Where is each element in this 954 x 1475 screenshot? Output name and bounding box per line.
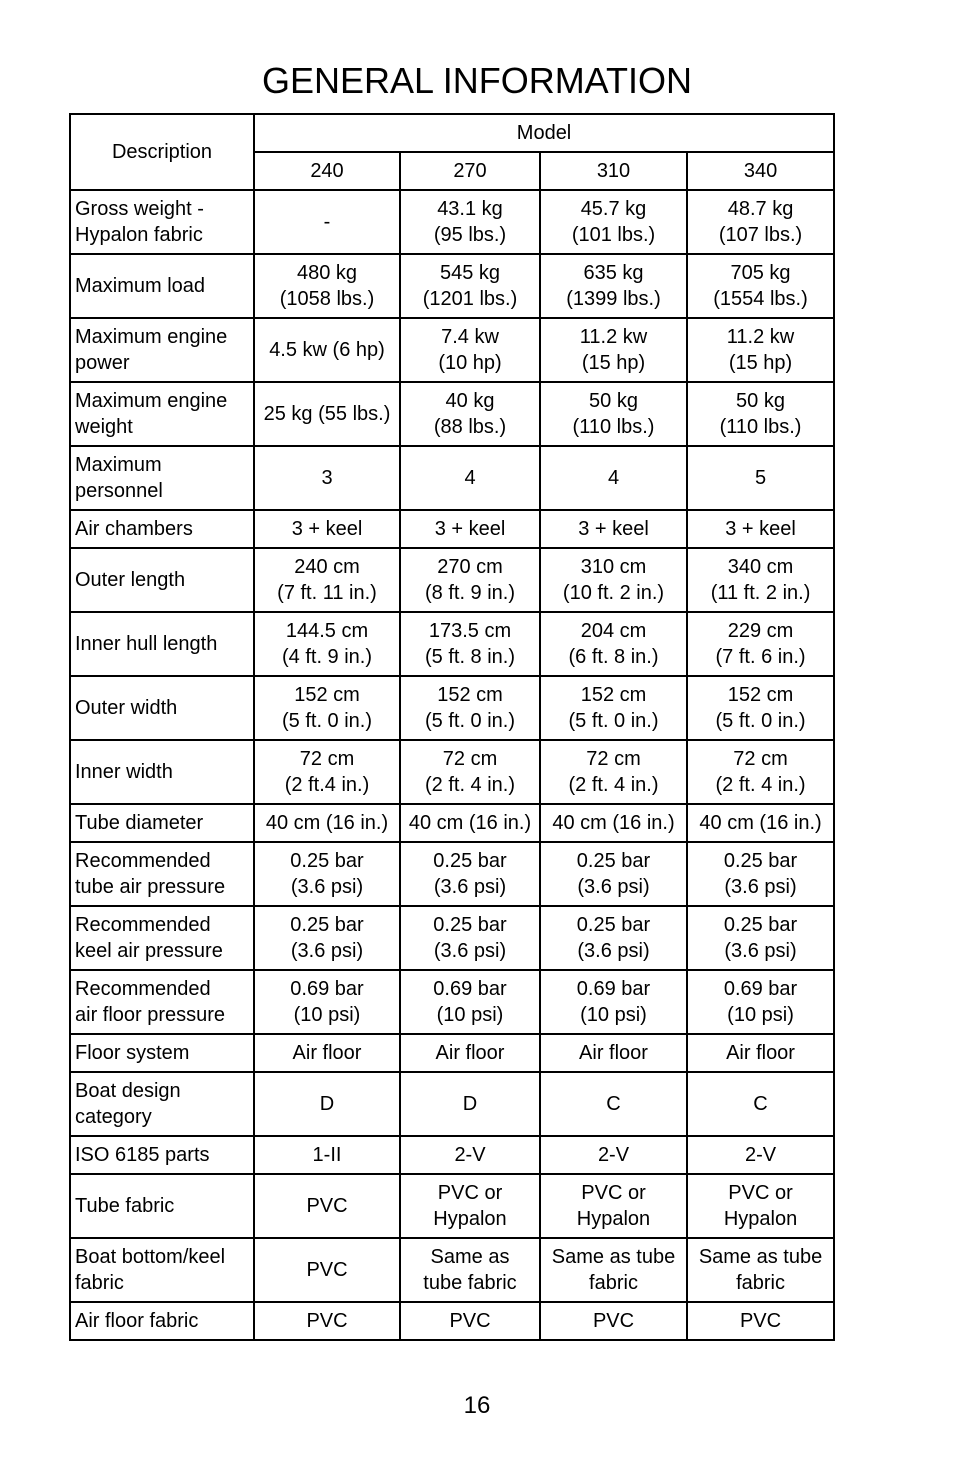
cell-model-340: C (687, 1072, 834, 1136)
cell-model-310: 310 cm (10 ft. 2 in.) (540, 548, 687, 612)
cell-model-270: 545 kg (1201 lbs.) (400, 254, 540, 318)
cell-model-310: PVC or Hypalon (540, 1174, 687, 1238)
cell-model-240: PVC (254, 1174, 400, 1238)
cell-model-340: Air floor (687, 1034, 834, 1072)
table-row (70, 842, 834, 906)
cell-model-270: Same as tube fabric (400, 1238, 540, 1302)
row-label: Inner width (70, 740, 254, 804)
page-number: 16 (463, 1392, 491, 1419)
model-270-header: 270 (400, 152, 540, 190)
table-row (70, 1034, 834, 1072)
row-label: Maximum load (70, 254, 254, 318)
table-row (70, 1072, 834, 1136)
table-row (70, 906, 834, 970)
cell-model-240: 1-II (254, 1136, 400, 1174)
cell-model-310: 635 kg (1399 lbs.) (540, 254, 687, 318)
row-label: Boat design category (70, 1072, 254, 1136)
cell-model-240: PVC (254, 1238, 400, 1302)
cell-model-240: 0.25 bar (3.6 psi) (254, 842, 400, 906)
cell-model-240: 25 kg (55 lbs.) (254, 382, 400, 446)
cell-model-240: 3 + keel (254, 510, 400, 548)
cell-model-310: 3 + keel (540, 510, 687, 548)
cell-model-310: PVC (540, 1302, 687, 1340)
cell-model-240: 72 cm (2 ft.4 in.) (254, 740, 400, 804)
table-row (70, 318, 834, 382)
header-row-model (70, 114, 834, 152)
cell-model-270: 72 cm (2 ft. 4 in.) (400, 740, 540, 804)
table-row (70, 1136, 834, 1174)
cell-model-270: PVC or Hypalon (400, 1174, 540, 1238)
cell-model-310: 45.7 kg (101 lbs.) (540, 190, 687, 254)
cell-model-340: 2-V (687, 1136, 834, 1174)
cell-model-240: 4.5 kw (6 hp) (254, 318, 400, 382)
table-row (70, 1238, 834, 1302)
cell-model-310: Air floor (540, 1034, 687, 1072)
cell-model-240: D (254, 1072, 400, 1136)
table-row (70, 1302, 834, 1340)
cell-model-310: 2-V (540, 1136, 687, 1174)
table-row (70, 254, 834, 318)
cell-model-270: 152 cm (5 ft. 0 in.) (400, 676, 540, 740)
cell-model-310: 152 cm (5 ft. 0 in.) (540, 676, 687, 740)
cell-model-340: 50 kg (110 lbs.) (687, 382, 834, 446)
cell-model-310: 0.25 bar (3.6 psi) (540, 906, 687, 970)
row-label: Maximum personnel (70, 446, 254, 510)
row-label: Gross weight - Hypalon fabric (70, 190, 254, 254)
cell-model-240: 144.5 cm (4 ft. 9 in.) (254, 612, 400, 676)
cell-model-240: Air floor (254, 1034, 400, 1072)
row-label: Tube fabric (70, 1174, 254, 1238)
cell-model-310: 40 cm (16 in.) (540, 804, 687, 842)
cell-model-240: 3 (254, 446, 400, 510)
cell-model-240: 0.69 bar (10 psi) (254, 970, 400, 1034)
table-row (70, 190, 834, 254)
cell-model-270: 43.1 kg (95 lbs.) (400, 190, 540, 254)
row-label: Maximum engine weight (70, 382, 254, 446)
cell-model-270: 0.69 bar (10 psi) (400, 970, 540, 1034)
row-label: Inner hull length (70, 612, 254, 676)
table-row (70, 612, 834, 676)
cell-model-270: Air floor (400, 1034, 540, 1072)
table-row (70, 740, 834, 804)
row-label: Maximum engine power (70, 318, 254, 382)
cell-model-310: 4 (540, 446, 687, 510)
model-340-header: 340 (687, 152, 834, 190)
page-title: GENERAL INFORMATION (261, 60, 693, 101)
row-label: Air floor fabric (70, 1302, 254, 1340)
cell-model-340: 40 cm (16 in.) (687, 804, 834, 842)
cell-model-270: 2-V (400, 1136, 540, 1174)
cell-model-270: 3 + keel (400, 510, 540, 548)
model-240-header: 240 (254, 152, 400, 190)
cell-model-340: 0.69 bar (10 psi) (687, 970, 834, 1034)
table-row (70, 548, 834, 612)
cell-model-240: - (254, 190, 400, 254)
cell-model-310: 50 kg (110 lbs.) (540, 382, 687, 446)
cell-model-340: PVC (687, 1302, 834, 1340)
cell-model-240: 0.25 bar (3.6 psi) (254, 906, 400, 970)
row-label: Air chambers (70, 510, 254, 548)
row-label: Recommended tube air pressure (70, 842, 254, 906)
description-header: Description (70, 114, 254, 190)
table-body (70, 190, 834, 1340)
table-row (70, 804, 834, 842)
cell-model-270: PVC (400, 1302, 540, 1340)
cell-model-240: 152 cm (5 ft. 0 in.) (254, 676, 400, 740)
cell-model-310: 0.69 bar (10 psi) (540, 970, 687, 1034)
model-310-header: 310 (540, 152, 687, 190)
cell-model-240: 480 kg (1058 lbs.) (254, 254, 400, 318)
cell-model-270: D (400, 1072, 540, 1136)
cell-model-340: 340 cm (11 ft. 2 in.) (687, 548, 834, 612)
cell-model-270: 4 (400, 446, 540, 510)
table-row (70, 382, 834, 446)
cell-model-340: 0.25 bar (3.6 psi) (687, 906, 834, 970)
cell-model-270: 0.25 bar (3.6 psi) (400, 906, 540, 970)
cell-model-270: 0.25 bar (3.6 psi) (400, 842, 540, 906)
cell-model-310: C (540, 1072, 687, 1136)
row-label: Outer width (70, 676, 254, 740)
cell-model-310: 0.25 bar (3.6 psi) (540, 842, 687, 906)
cell-model-270: 270 cm (8 ft. 9 in.) (400, 548, 540, 612)
model-header: Model (254, 114, 834, 152)
cell-model-340: 5 (687, 446, 834, 510)
cell-model-340: PVC or Hypalon (687, 1174, 834, 1238)
table-row (70, 446, 834, 510)
cell-model-340: 152 cm (5 ft. 0 in.) (687, 676, 834, 740)
table-row (70, 510, 834, 548)
cell-model-340: 0.25 bar (3.6 psi) (687, 842, 834, 906)
row-label: Floor system (70, 1034, 254, 1072)
cell-model-240: 240 cm (7 ft. 11 in.) (254, 548, 400, 612)
cell-model-270: 40 kg (88 lbs.) (400, 382, 540, 446)
cell-model-340: 229 cm (7 ft. 6 in.) (687, 612, 834, 676)
table-row (70, 1174, 834, 1238)
row-label: Recommended keel air pressure (70, 906, 254, 970)
table-row (70, 970, 834, 1034)
cell-model-270: 40 cm (16 in.) (400, 804, 540, 842)
cell-model-310: Same as tube fabric (540, 1238, 687, 1302)
cell-model-240: 40 cm (16 in.) (254, 804, 400, 842)
cell-model-340: 48.7 kg (107 lbs.) (687, 190, 834, 254)
cell-model-270: 173.5 cm (5 ft. 8 in.) (400, 612, 540, 676)
specifications-table (69, 113, 835, 1341)
cell-model-340: Same as tube fabric (687, 1238, 834, 1302)
cell-model-340: 3 + keel (687, 510, 834, 548)
cell-model-340: 11.2 kw (15 hp) (687, 318, 834, 382)
row-label: Boat bottom/keel fabric (70, 1238, 254, 1302)
row-label: Tube diameter (70, 804, 254, 842)
cell-model-270: 7.4 kw (10 hp) (400, 318, 540, 382)
row-label: Outer length (70, 548, 254, 612)
cell-model-310: 72 cm (2 ft. 4 in.) (540, 740, 687, 804)
cell-model-240: PVC (254, 1302, 400, 1340)
row-label: ISO 6185 parts (70, 1136, 254, 1174)
cell-model-340: 72 cm (2 ft. 4 in.) (687, 740, 834, 804)
cell-model-310: 204 cm (6 ft. 8 in.) (540, 612, 687, 676)
row-label: Recommended air floor pressure (70, 970, 254, 1034)
cell-model-340: 705 kg (1554 lbs.) (687, 254, 834, 318)
cell-model-310: 11.2 kw (15 hp) (540, 318, 687, 382)
table-row (70, 676, 834, 740)
